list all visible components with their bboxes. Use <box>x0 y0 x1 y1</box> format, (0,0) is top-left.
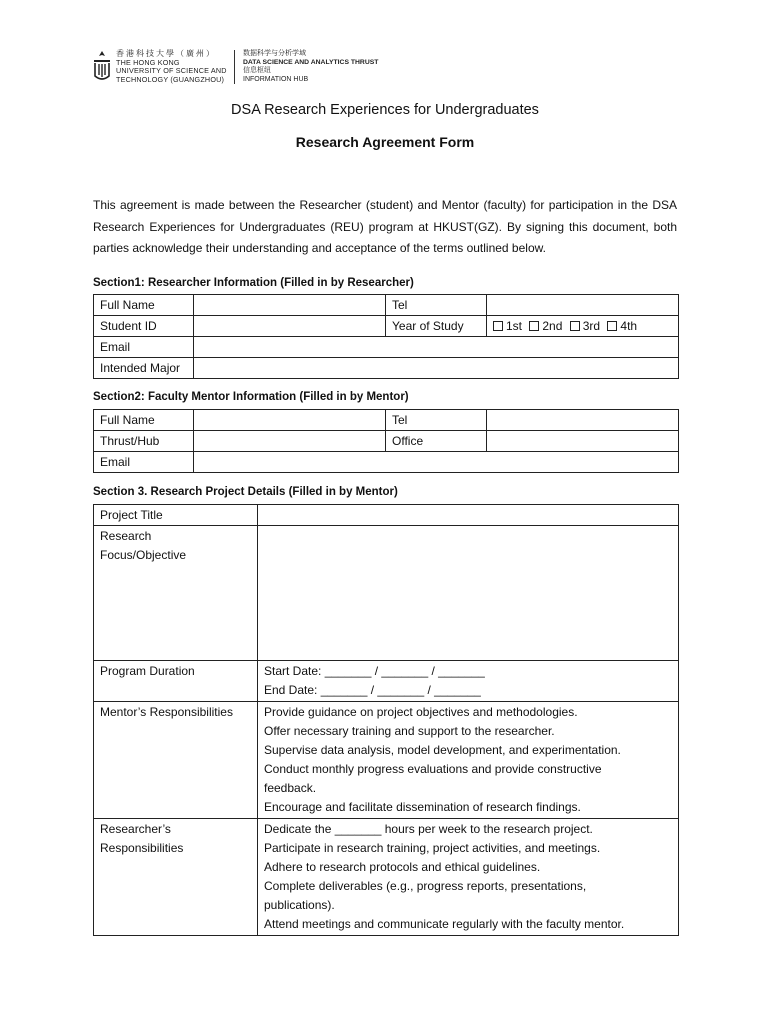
research-focus-label <box>94 526 258 661</box>
researcher-responsibilities-list <box>258 819 679 936</box>
university-name-line: THE HONG KONG <box>116 57 180 67</box>
full-name-label: Full Name <box>94 295 194 316</box>
university-crest-icon <box>92 50 112 82</box>
mentor-full-name-field[interactable] <box>194 410 386 431</box>
list-item: publications). <box>264 898 335 912</box>
researcher-responsibilities-label <box>94 819 258 936</box>
mentor-tel-field[interactable] <box>487 410 679 431</box>
mentor-info-table <box>93 409 679 473</box>
year-3rd-checkbox[interactable] <box>570 321 580 331</box>
list-item: Complete deliverables (e.g., progress reports, presentations, <box>264 879 587 893</box>
list-item: Encourage and facilitate dissemination of research findings. <box>264 800 581 814</box>
table-row <box>94 358 679 379</box>
end-date-line: End Date: _______ / _______ / _______ <box>264 683 481 697</box>
logo-divider <box>234 50 235 84</box>
table-row <box>94 505 679 526</box>
list-item: feedback. <box>264 781 317 795</box>
year-1st-checkbox[interactable] <box>493 321 503 331</box>
email-label: Email <box>94 452 194 473</box>
year-2nd-checkbox[interactable] <box>529 321 539 331</box>
intended-major-field[interactable] <box>194 358 679 379</box>
list-item: Adhere to research protocols and ethical guidelines. <box>264 860 541 874</box>
program-duration-text: Program Duration <box>100 664 195 678</box>
thrust-hub-label: Thrust/Hub <box>94 431 194 452</box>
section3-heading: Section 3. Research Project Details (Filled in by Mentor) <box>93 486 398 498</box>
mentor-responsibilities-list <box>258 702 679 819</box>
researcher-responsibilities-label-line: Responsibilities <box>100 841 184 855</box>
project-title-label: Project Title <box>94 505 258 526</box>
office-label: Office <box>386 431 487 452</box>
list-item: Dedicate the _______ hours per week to the research project. <box>264 822 593 836</box>
research-focus-field[interactable] <box>258 526 679 661</box>
researcher-tel-field[interactable] <box>487 295 679 316</box>
program-duration-label <box>94 661 258 702</box>
table-row <box>94 431 679 452</box>
university-name <box>116 50 228 84</box>
year-of-study-label: Year of Study <box>386 316 487 337</box>
header-logo <box>92 50 378 86</box>
full-name-label: Full Name <box>94 410 194 431</box>
student-id-label: Student ID <box>94 316 194 337</box>
table-row <box>94 526 679 661</box>
project-title-field[interactable] <box>258 505 679 526</box>
researcher-responsibilities-label-line: Researcher’s <box>100 822 171 836</box>
list-item: Conduct monthly progress evaluations and provide constructive <box>264 762 602 776</box>
table-row <box>94 410 679 431</box>
table-row <box>94 337 679 358</box>
list-item: Supervise data analysis, model development, and experimentation. <box>264 743 621 757</box>
intro-paragraph: This agreement is made between the Researcher (student) and Mentor (faculty) for participation in the DSA Research Experiences for Undergraduates (REU) program at HKUST(GZ). By signing this document, both parties acknowledge their understanding and acceptance of the terms outlined below. <box>93 198 677 255</box>
year-option-label: 2nd <box>542 319 563 333</box>
year-option-label: 3rd <box>582 319 601 333</box>
table-row <box>94 819 679 936</box>
student-id-field[interactable] <box>194 316 386 337</box>
thrust-name <box>243 50 378 84</box>
researcher-info-table <box>93 294 679 379</box>
email-label: Email <box>94 337 194 358</box>
year-of-study-options <box>487 316 679 337</box>
year-option-label: 4th <box>620 319 638 333</box>
research-focus-label-line: Research <box>100 529 152 543</box>
year-option-label: 1st <box>506 319 523 333</box>
hub-name-en: INFORMATION HUB <box>243 75 309 83</box>
year-4th-checkbox[interactable] <box>607 321 617 331</box>
intended-major-label: Intended Major <box>94 358 194 379</box>
list-item: Offer necessary training and support to the researcher. <box>264 724 555 738</box>
form-title: Research Agreement Form <box>295 134 475 150</box>
mentor-email-field[interactable] <box>194 452 679 473</box>
mentor-responsibilities-text: Mentor’s Responsibilities <box>100 705 233 719</box>
university-name-line: UNIVERSITY OF SCIENCE AND <box>116 66 227 76</box>
table-row <box>94 452 679 473</box>
university-name-line: TECHNOLOGY (GUANGZHOU) <box>116 74 225 84</box>
program-duration-field[interactable] <box>258 661 679 702</box>
tel-label: Tel <box>386 295 487 316</box>
table-row <box>94 295 679 316</box>
start-date-line: Start Date: _______ / _______ / _______ <box>264 664 485 678</box>
table-row <box>94 661 679 702</box>
mentor-responsibilities-label <box>94 702 258 819</box>
project-details-table <box>93 504 679 936</box>
tel-label: Tel <box>386 410 487 431</box>
office-field[interactable] <box>487 431 679 452</box>
document-title: DSA Research Experiences for Undergraduates <box>231 102 539 118</box>
researcher-full-name-field[interactable] <box>194 295 386 316</box>
research-focus-label-line: Focus/Objective <box>100 548 187 562</box>
section1-heading: Section1: Researcher Information (Filled in by Researcher) <box>93 277 414 289</box>
thrust-name-en: DATA SCIENCE AND ANALYTICS THRUST <box>243 58 379 66</box>
university-name-cn: 香港科技大學（廣州） <box>116 49 216 58</box>
section2-heading: Section2: Faculty Mentor Information (Filled in by Mentor) <box>93 391 409 403</box>
list-item: Attend meetings and communicate regularly with the faculty mentor. <box>264 917 625 931</box>
table-row <box>94 316 679 337</box>
table-row <box>94 702 679 819</box>
thrust-name-cn: 数据科学与分析学域 <box>243 50 306 57</box>
list-item: Provide guidance on project objectives and methodologies. <box>264 705 578 719</box>
hub-name-cn: 信息枢纽 <box>243 67 271 75</box>
thrust-hub-field[interactable] <box>194 431 386 452</box>
researcher-email-field[interactable] <box>194 337 679 358</box>
list-item: Participate in research training, project activities, and meetings. <box>264 841 601 855</box>
